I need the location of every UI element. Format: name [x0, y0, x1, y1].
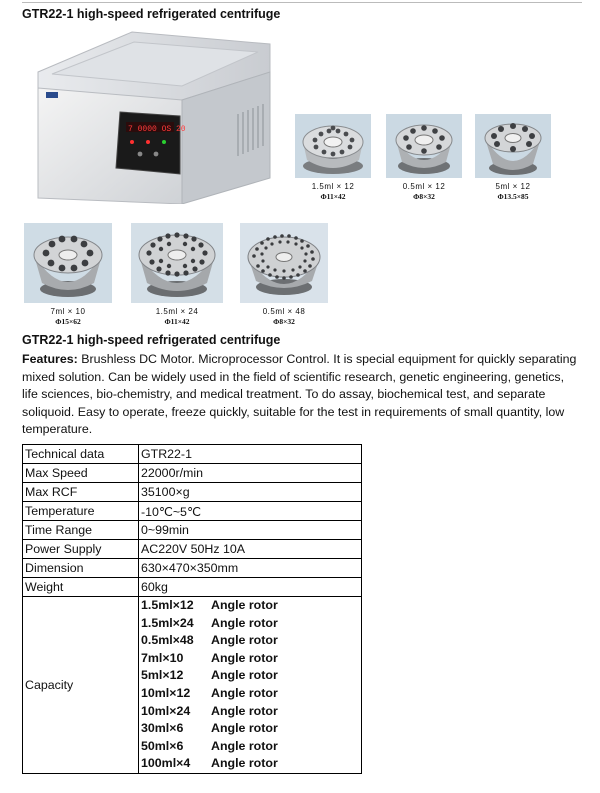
centrifuge-image: [22, 28, 290, 204]
capacity-list: [139, 597, 362, 774]
page-title: GTR22-1 high-speed refrigerated centrifuge: [22, 7, 281, 21]
spec-value: 60kg: [139, 578, 362, 597]
capacity-item: [141, 685, 359, 703]
table-row-capacity: [23, 597, 362, 774]
capacity-item: [141, 667, 359, 685]
capacity-type: Angle rotor: [211, 703, 278, 718]
capacity-size: 5ml×12: [141, 668, 184, 683]
features-text: Brushless DC Motor. Microprocessor Control. It is special equipment for quickly separating mixed solution. Can be widely used in the field of scientific research, genetic engineering, genetics, life sciences, bio-chemistry, and medical treatment. To do assay, biochemical test, and separate soliquoid. Easy to operate, freeze quickly, suitable for the test in requirements of small quantity, low temperature.: [22, 352, 577, 437]
rotor-capacity: 1.5ml × 12: [311, 182, 355, 191]
machine-display: 7 0000 OS 20: [128, 125, 186, 134]
table-row: [23, 464, 362, 483]
spec-key: Max RCF: [23, 483, 139, 502]
capacity-item: [141, 597, 359, 615]
features-paragraph: [22, 351, 582, 439]
rotor-image-1: [295, 114, 371, 178]
rotor-image-6: [240, 223, 328, 303]
spec-value: 35100×g: [139, 483, 362, 502]
capacity-type: Angle rotor: [211, 633, 278, 648]
capacity-size: 1.5ml×12: [141, 598, 194, 612]
spec-value: 22000r/min: [139, 464, 362, 483]
features-label: Features:: [22, 352, 78, 366]
rotor-caption-4: [24, 307, 112, 327]
capacity-type: Angle rotor: [211, 615, 278, 630]
rotor-caption-1: [295, 182, 371, 202]
rotor-caption-6: [240, 307, 328, 327]
capacity-type: Angle rotor: [211, 685, 278, 700]
spec-key: Time Range: [23, 521, 139, 540]
capacity-item: [141, 650, 359, 668]
spec-table: [22, 444, 362, 774]
section-title: GTR22-1 high-speed refrigerated centrifuge: [22, 333, 281, 347]
table-row: [23, 445, 362, 464]
capacity-label: Capacity: [23, 597, 139, 774]
table-row: [23, 502, 362, 521]
rotor-caption-2: [386, 182, 462, 202]
spec-key: Power Supply: [23, 540, 139, 559]
rotor-image-5: [131, 223, 223, 303]
rotor-caption-5: [131, 307, 223, 327]
spec-value: 630×470×350mm: [139, 559, 362, 578]
rotor-size: Φ8×32: [413, 192, 435, 201]
capacity-item: [141, 703, 359, 721]
capacity-size: 50ml×6: [141, 738, 184, 753]
spec-value: -10℃~5℃: [139, 502, 362, 521]
capacity-type: Angle rotor: [211, 650, 278, 665]
capacity-item: [141, 720, 359, 738]
table-row: [23, 578, 362, 597]
spec-key: Max Speed: [23, 464, 139, 483]
capacity-type: Angle rotor: [211, 756, 278, 771]
capacity-size: 10ml×12: [141, 685, 191, 700]
capacity-type: Angle rotor: [211, 738, 278, 753]
capacity-size: 0.5ml×48: [141, 633, 194, 648]
table-row: [23, 521, 362, 540]
rotor-size: Φ15×62: [55, 317, 81, 326]
spec-key: Technical data: [23, 445, 139, 464]
rotor-image-4: [24, 223, 112, 303]
rotor-image-2: [386, 114, 462, 178]
rotor-capacity: 1.5ml × 24: [155, 307, 199, 316]
rotor-size: Φ11×42: [164, 317, 190, 326]
capacity-type: Angle rotor: [211, 668, 278, 683]
rotor-image-3: [475, 114, 551, 178]
spec-key: Weight: [23, 578, 139, 597]
capacity-type: Angle rotor: [211, 721, 278, 736]
spec-value: 0~99min: [139, 521, 362, 540]
spec-value: GTR22-1: [139, 445, 362, 464]
rotor-caption-3: [475, 182, 551, 202]
capacity-size: 1.5ml×24: [141, 615, 194, 630]
capacity-item: [141, 738, 359, 756]
top-rule: [22, 2, 582, 3]
spec-key: Temperature: [23, 502, 139, 521]
capacity-item: [141, 632, 359, 650]
rotor-capacity: 5ml × 12: [495, 182, 531, 191]
capacity-size: 100ml×4: [141, 756, 191, 771]
rotor-size: Φ13.5×85: [497, 192, 529, 201]
rotor-capacity: 7ml × 10: [50, 307, 86, 316]
spec-value: AC220V 50Hz 10A: [139, 540, 362, 559]
capacity-type: Angle rotor: [211, 598, 278, 612]
table-row: [23, 540, 362, 559]
rotor-capacity: 0.5ml × 48: [262, 307, 306, 316]
capacity-size: 7ml×10: [141, 650, 184, 665]
rotor-capacity: 0.5ml × 12: [402, 182, 446, 191]
rotor-size: Φ11×42: [320, 192, 346, 201]
table-row: [23, 483, 362, 502]
capacity-item: [141, 615, 359, 633]
table-row: [23, 559, 362, 578]
capacity-item: [141, 755, 359, 773]
rotor-size: Φ8×32: [273, 317, 295, 326]
capacity-size: 10ml×24: [141, 703, 191, 718]
capacity-size: 30ml×6: [141, 721, 184, 736]
spec-key: Dimension: [23, 559, 139, 578]
